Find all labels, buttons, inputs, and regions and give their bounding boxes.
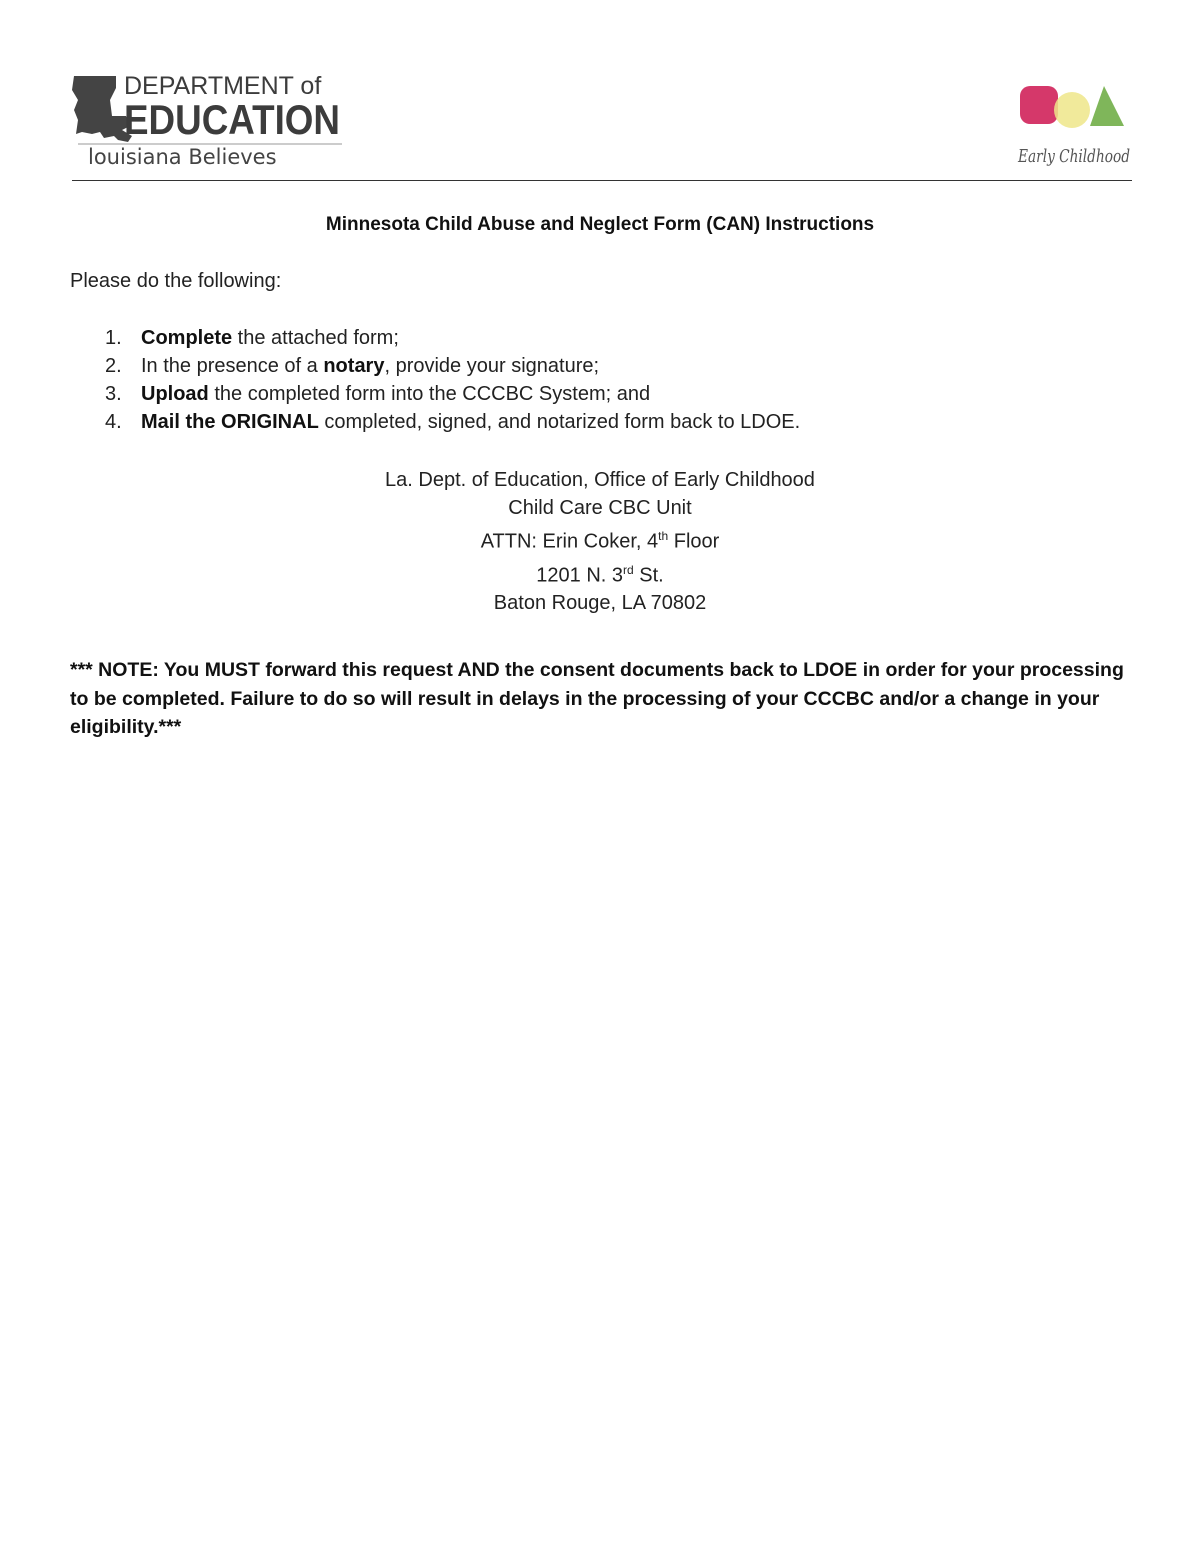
- doe-logo-tagline: louisiana Believes: [88, 145, 277, 169]
- list-item: 3. Upload the completed form into the CCCBC System; and: [105, 383, 651, 405]
- green-triangle-icon: [1090, 86, 1124, 126]
- yellow-circle-icon: [1054, 92, 1090, 128]
- early-childhood-script: Early Childhood: [1017, 146, 1130, 167]
- list-item: 2. In the presence of a notary, provide your signature;: [105, 355, 600, 377]
- important-note: *** NOTE: You MUST forward this request AND the consent documents back to LDOE in order for your processing to be completed. Failure to do so will result in delays in the processing of your CCCBC and/or a change in your eligibility.***: [70, 659, 1124, 738]
- header-divider: [72, 180, 1132, 181]
- address-line: La. Dept. of Education, Office of Early Childhood: [385, 469, 815, 491]
- intro-text: Please do the following:: [70, 270, 282, 292]
- address-line: 1201 N. 3rd St.: [536, 562, 664, 587]
- mailing-address: [0, 466, 1200, 617]
- list-item: 4. Mail the ORIGINAL completed, signed, and notarized form back to LDOE.: [105, 411, 801, 433]
- address-line: ATTN: Erin Coker, 4th Floor: [480, 529, 720, 553]
- instruction-list: [105, 326, 800, 438]
- louisiana-state-icon: [72, 76, 132, 142]
- document-title: Minnesota Child Abuse and Neglect Form (CAN) Instructions: [325, 214, 875, 235]
- department-of-education-logo: [70, 70, 350, 175]
- list-item: 1. Complete the attached form;: [105, 327, 399, 349]
- doe-logo-line1: DEPARTMENT of: [124, 72, 322, 100]
- doe-logo-line2: EDUCATION: [124, 96, 340, 143]
- pink-square-icon: [1020, 86, 1058, 124]
- address-line: Baton Rouge, LA 70802: [493, 592, 707, 615]
- address-line: Child Care CBC Unit: [508, 497, 692, 519]
- early-childhood-logo: [1012, 80, 1134, 180]
